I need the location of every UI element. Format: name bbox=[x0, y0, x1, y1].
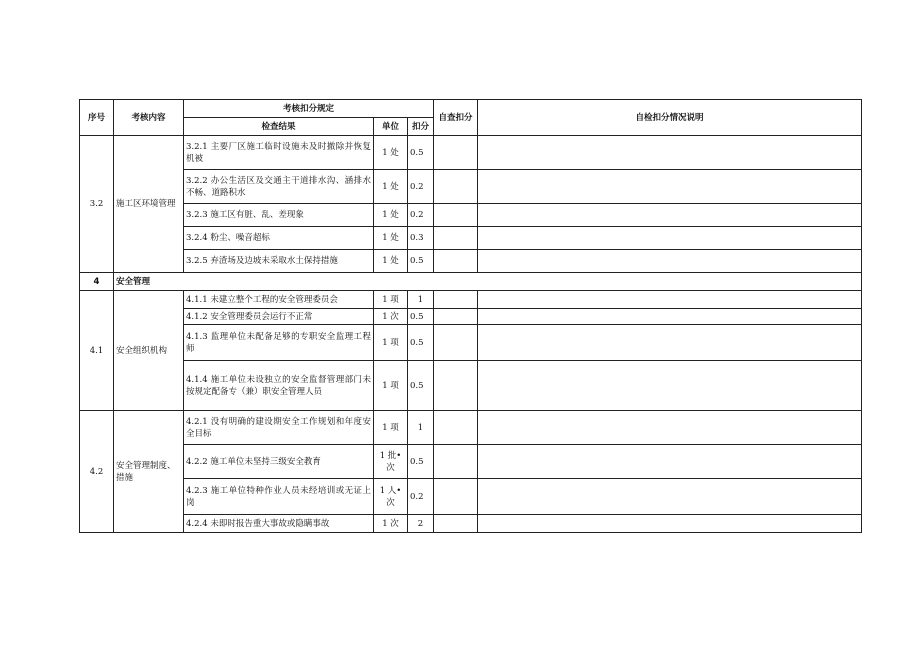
self-note-cell[interactable] bbox=[478, 250, 862, 273]
row-unit: 1 次 bbox=[374, 309, 408, 325]
self-deduct-cell[interactable] bbox=[434, 515, 478, 533]
row-deduct: 0.5 bbox=[408, 325, 434, 361]
row-result: 3.2.5 弃渣场及边坡未采取水土保持措施 bbox=[184, 250, 374, 273]
assessment-table bbox=[79, 99, 862, 533]
section-content: 施工区环境管理 bbox=[114, 136, 184, 273]
row-unit: 1 项 bbox=[374, 291, 408, 309]
section-content: 安全管理 bbox=[114, 273, 862, 291]
row-result: 4.2.4 未即时报告重大事故或隐瞒事故 bbox=[184, 515, 374, 533]
section-seq: 4.1 bbox=[80, 291, 114, 411]
header-content: 考核内容 bbox=[114, 100, 184, 136]
row-result: 3.2.3 施工区有脏、乱、差现象 bbox=[184, 204, 374, 227]
row-result: 4.2.2 施工单位未坚持三级安全教育 bbox=[184, 445, 374, 479]
row-unit: 1 批•次 bbox=[374, 445, 408, 479]
self-deduct-cell[interactable] bbox=[434, 291, 478, 309]
row-deduct: 0.5 bbox=[408, 361, 434, 411]
self-deduct-cell[interactable] bbox=[434, 361, 478, 411]
self-deduct-cell[interactable] bbox=[434, 325, 478, 361]
row-unit: 1 次 bbox=[374, 515, 408, 533]
header-unit: 单位 bbox=[374, 118, 408, 136]
header-deduct: 扣分 bbox=[408, 118, 434, 136]
row-deduct: 0.5 bbox=[408, 136, 434, 170]
self-deduct-cell[interactable] bbox=[434, 250, 478, 273]
self-note-cell[interactable] bbox=[478, 361, 862, 411]
self-note-cell[interactable] bbox=[478, 170, 862, 204]
row-result: 3.2.4 粉尘、噪音超标 bbox=[184, 227, 374, 250]
self-note-cell[interactable] bbox=[478, 291, 862, 309]
row-unit: 1 人•次 bbox=[374, 479, 408, 515]
self-note-cell[interactable] bbox=[478, 136, 862, 170]
row-result: 4.1.3 监理单位未配备足够的专职安全监理工程师 bbox=[184, 325, 374, 361]
row-unit: 1 处 bbox=[374, 170, 408, 204]
row-unit: 1 项 bbox=[374, 361, 408, 411]
self-note-cell[interactable] bbox=[478, 479, 862, 515]
self-note-cell[interactable] bbox=[478, 411, 862, 445]
row-result: 4.2.1 没有明确的建设期安全工作规划和年度安全目标 bbox=[184, 411, 374, 445]
self-deduct-cell[interactable] bbox=[434, 479, 478, 515]
row-unit: 1 项 bbox=[374, 325, 408, 361]
self-deduct-cell[interactable] bbox=[434, 204, 478, 227]
row-result: 4.1.1 未建立整个工程的安全管理委员会 bbox=[184, 291, 374, 309]
row-result: 3.2.2 办公生活区及交通主干道排水沟、涵排水不畅、道路积水 bbox=[184, 170, 374, 204]
self-deduct-cell[interactable] bbox=[434, 227, 478, 250]
row-result: 4.1.2 安全管理委员会运行不正常 bbox=[184, 309, 374, 325]
row-deduct: 0.5 bbox=[408, 309, 434, 325]
self-note-cell[interactable] bbox=[478, 204, 862, 227]
header-result: 检查结果 bbox=[184, 118, 374, 136]
row-deduct: 1 bbox=[408, 291, 434, 309]
self-deduct-cell[interactable] bbox=[434, 170, 478, 204]
row-deduct: 0.2 bbox=[408, 170, 434, 204]
header-self-deduct: 自查扣分 bbox=[434, 100, 478, 136]
row-deduct: 0.3 bbox=[408, 227, 434, 250]
self-note-cell[interactable] bbox=[478, 309, 862, 325]
header-seq: 序号 bbox=[80, 100, 114, 136]
section-seq: 3.2 bbox=[80, 136, 114, 273]
self-deduct-cell[interactable] bbox=[434, 136, 478, 170]
row-deduct: 0.2 bbox=[408, 204, 434, 227]
section-content: 安全管理制度、措施 bbox=[114, 411, 184, 533]
self-note-cell[interactable] bbox=[478, 325, 862, 361]
row-result: 3.2.1 主要厂区施工临时设施未及时撤除并恢复机被 bbox=[184, 136, 374, 170]
self-deduct-cell[interactable] bbox=[434, 411, 478, 445]
header-rules: 考核扣分规定 bbox=[184, 100, 434, 118]
row-unit: 1 处 bbox=[374, 227, 408, 250]
row-deduct: 0.2 bbox=[408, 479, 434, 515]
row-deduct: 1 bbox=[408, 411, 434, 445]
self-deduct-cell[interactable] bbox=[434, 445, 478, 479]
section-seq: 4.2 bbox=[80, 411, 114, 533]
self-note-cell[interactable] bbox=[478, 445, 862, 479]
self-note-cell[interactable] bbox=[478, 227, 862, 250]
row-unit: 1 处 bbox=[374, 204, 408, 227]
self-deduct-cell[interactable] bbox=[434, 309, 478, 325]
row-unit: 1 项 bbox=[374, 411, 408, 445]
row-result: 4.1.4 施工单位未设独立的安全监督管理部门未按规定配备专（兼）职安全管理人员 bbox=[184, 361, 374, 411]
row-result: 4.2.3 施工单位特种作业人员未经培训或无证上岗 bbox=[184, 479, 374, 515]
row-deduct: 0.5 bbox=[408, 445, 434, 479]
row-unit: 1 处 bbox=[374, 250, 408, 273]
section-seq: 4 bbox=[80, 273, 114, 291]
header-self-note: 自检扣分情况说明 bbox=[478, 100, 862, 136]
row-deduct: 2 bbox=[408, 515, 434, 533]
self-note-cell[interactable] bbox=[478, 515, 862, 533]
section-content: 安全组织机构 bbox=[114, 291, 184, 411]
row-unit: 1 处 bbox=[374, 136, 408, 170]
row-deduct: 0.5 bbox=[408, 250, 434, 273]
